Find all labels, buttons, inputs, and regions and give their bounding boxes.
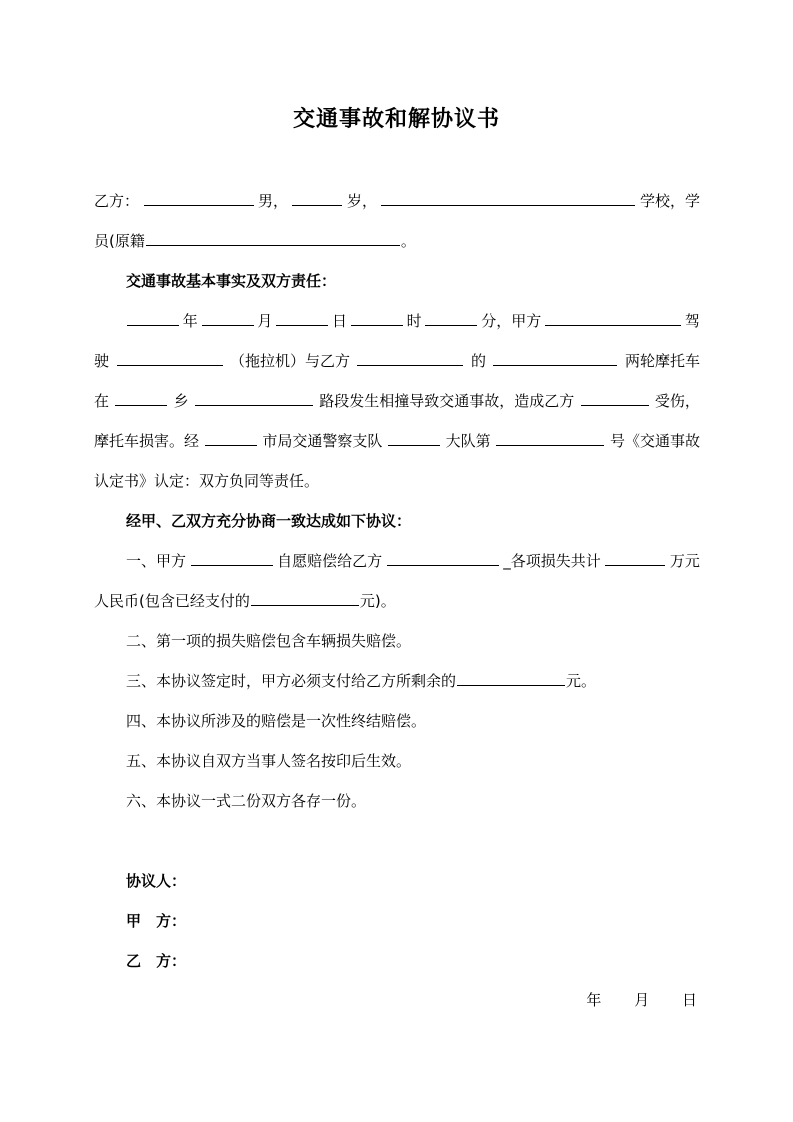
- signing-date: [558, 980, 697, 1020]
- facts-day-blank[interactable]: [276, 308, 328, 326]
- item1-party-a-blank[interactable]: [191, 548, 273, 566]
- item3-unit: 元。: [566, 672, 597, 690]
- item1-unit-label: 万元: [669, 552, 700, 570]
- item1-total-label: _各项损失共计: [503, 552, 601, 570]
- facts-line-3: [94, 381, 700, 421]
- party-b-school-blank[interactable]: [381, 188, 635, 206]
- party-b-name-blank[interactable]: [144, 188, 254, 206]
- item3-text: 三、本协议签定时，甲方必须支付给乙方所剩余的: [126, 672, 457, 690]
- agreement-item-1-cont: [94, 581, 700, 621]
- facts-collision-text: 路段发生相撞导致交通事故，造成乙方: [319, 392, 575, 410]
- facts-month-label: 月: [257, 312, 273, 330]
- facts-road-blank[interactable]: [195, 388, 313, 406]
- facts-line-5: 认定书》认定：双方负同等责任。: [94, 472, 320, 490]
- agreement-item-2: 二、第一项的损失赔偿包含车辆损失赔偿。: [126, 632, 412, 650]
- facts-year-label: 年: [182, 312, 198, 330]
- facts-line-2: [94, 341, 700, 381]
- facts-damage-text: 摩托车损害。经: [94, 432, 200, 450]
- party-a-signature[interactable]: 甲 方：: [126, 912, 187, 930]
- agreement-item-5: 五、本协议自双方当事人签名按印后生效。: [126, 752, 412, 770]
- facts-report-label: 号《交通事故: [609, 432, 700, 450]
- item1-compensate-label: 自愿赔偿给乙方: [277, 552, 383, 570]
- facts-police-text: 市局交通警察支队: [262, 432, 383, 450]
- item1-amount-blank[interactable]: [605, 548, 665, 566]
- signatories-heading: 协议人：: [126, 872, 187, 890]
- party-b-gender: 男，: [257, 192, 288, 210]
- facts-month-blank[interactable]: [202, 308, 254, 326]
- date-year: 年: [586, 991, 602, 1009]
- facts-brigade-blank[interactable]: [388, 428, 440, 446]
- date-month: 月: [634, 991, 650, 1009]
- facts-drive-cont: 驶: [94, 352, 110, 370]
- document-title: 交通事故和解协议书: [292, 106, 500, 132]
- facts-tractor-label: （拖拉机）与乙方: [229, 352, 350, 370]
- facts-line-4: [94, 421, 700, 461]
- party-b-line-1: [94, 181, 700, 221]
- party-b-signature[interactable]: 乙 方：: [126, 952, 187, 970]
- agreement-item-1: [126, 541, 700, 581]
- facts-minute-blank[interactable]: [425, 308, 477, 326]
- party-b-origin-label: 员(原籍: [94, 232, 145, 250]
- agreement-item-3: [126, 661, 700, 701]
- facts-injury-blank[interactable]: [581, 388, 649, 406]
- facts-town-blank[interactable]: [115, 388, 167, 406]
- agreement-item-4: 四、本协议所涉及的赔偿是一次性终结赔偿。: [126, 712, 427, 730]
- facts-number-blank[interactable]: [496, 428, 604, 446]
- facts-vehicle-blank[interactable]: [117, 348, 223, 366]
- facts-party-b-blank[interactable]: [357, 348, 463, 366]
- party-b-origin-end: 。: [400, 232, 416, 250]
- party-b-age-suffix: 岁，: [346, 192, 377, 210]
- facts-at-label: 在: [94, 392, 110, 410]
- facts-of-label: 的: [470, 352, 486, 370]
- party-b-origin-blank[interactable]: [146, 228, 400, 246]
- facts-motorbike-blank[interactable]: [493, 348, 617, 366]
- agreement-item-6: 六、本协议一式二份双方各存一份。: [126, 792, 367, 810]
- item1-party-a-label: 一、甲方: [126, 552, 187, 570]
- facts-day-label: 日: [332, 312, 348, 330]
- party-b-line-2: [94, 221, 700, 261]
- facts-city-blank[interactable]: [205, 428, 257, 446]
- date-day: 日: [681, 991, 697, 1009]
- facts-brigade-label: 大队第: [445, 432, 491, 450]
- facts-minute-label: 分，甲方: [481, 312, 542, 330]
- item1-rmb-label: 人民币(包含已经支付的: [94, 592, 250, 610]
- facts-hour-label: 时: [406, 312, 422, 330]
- facts-motorbike-label: 两轮摩托车: [624, 352, 700, 370]
- facts-hour-blank[interactable]: [351, 308, 403, 326]
- facts-heading: 交通事故基本事实及双方责任：: [126, 272, 337, 290]
- facts-town-label: 乡: [173, 392, 189, 410]
- party-b-age-blank[interactable]: [292, 188, 342, 206]
- item1-paid-unit: 元)。: [359, 592, 396, 610]
- item3-amount-blank[interactable]: [457, 668, 565, 686]
- item1-party-b-blank[interactable]: [387, 548, 499, 566]
- facts-party-a-blank[interactable]: [545, 308, 681, 326]
- party-b-label: 乙方：: [94, 192, 140, 210]
- facts-drive-label: 驾: [684, 312, 700, 330]
- facts-injury-label: 受伤，: [654, 392, 700, 410]
- agreement-heading: 经甲、乙双方充分协商一致达成如下协议：: [126, 512, 412, 530]
- party-b-school-suffix: 学校，学: [639, 192, 700, 210]
- item1-paid-blank[interactable]: [251, 588, 359, 606]
- facts-year-blank[interactable]: [127, 308, 179, 326]
- facts-line-1: [126, 301, 700, 341]
